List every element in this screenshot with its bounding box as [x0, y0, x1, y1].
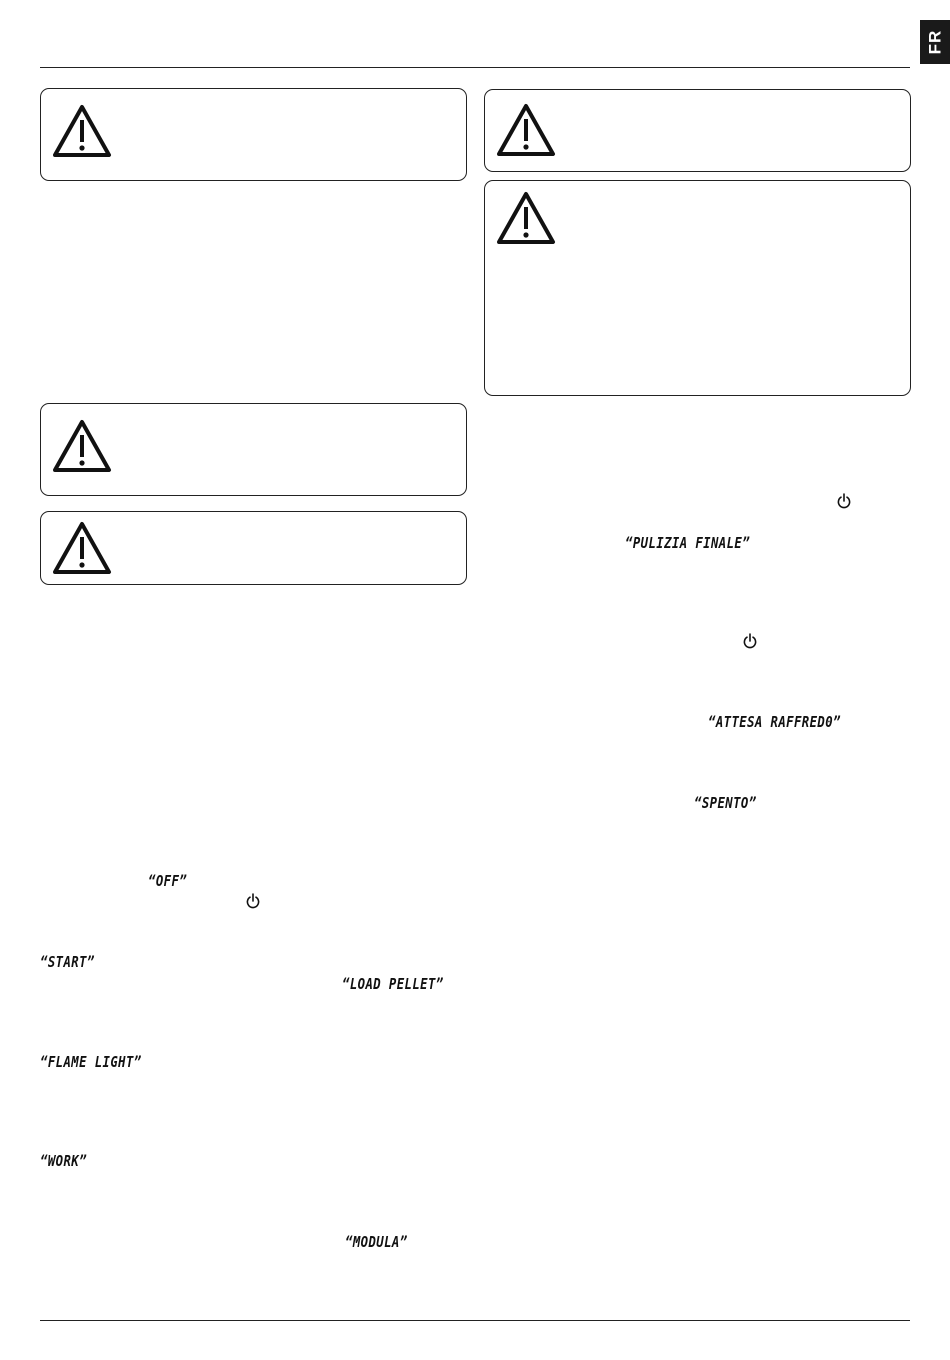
language-tab-label: FR [924, 29, 944, 55]
warning-box-5 [484, 180, 911, 396]
display-msg-pulizia-finale: “PULIZIA FINALE” [625, 534, 751, 552]
display-msg-flame-light: “FLAME LIGHT” [40, 1053, 142, 1071]
warning-box-1 [40, 88, 467, 181]
display-msg-load-pellet: “LOAD PELLET” [342, 975, 444, 993]
display-msg-work: “WORK” [40, 1152, 87, 1170]
warning-triangle-icon [495, 190, 557, 246]
warning-box-2 [40, 403, 467, 496]
language-tab [920, 20, 950, 64]
warning-box-3 [40, 511, 467, 585]
display-msg-attesa-raffreddamento: “ATTESA RAFFRED0” [708, 713, 841, 731]
display-msg-start: “START” [40, 953, 95, 971]
warning-box-4 [484, 89, 911, 172]
display-msg-off: “OFF” [148, 872, 188, 890]
warning-triangle-icon [495, 102, 557, 158]
warning-triangle-icon [51, 418, 113, 474]
display-msg-spento: “SPENTO” [694, 794, 757, 812]
warning-triangle-icon [51, 520, 113, 576]
power-icon [246, 893, 260, 909]
warning-triangle-icon [51, 103, 113, 159]
power-icon [743, 633, 757, 649]
display-msg-modula: “MODULA” [345, 1233, 408, 1251]
header-rule [40, 67, 910, 68]
footer-rule [40, 1320, 910, 1321]
power-icon [837, 493, 851, 509]
